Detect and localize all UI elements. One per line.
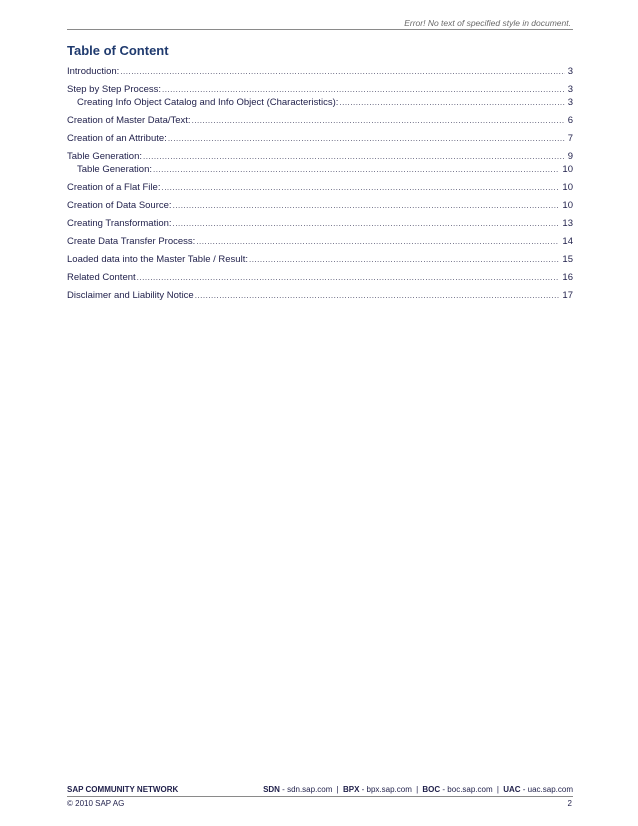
footer-links [263, 785, 573, 794]
footer-link[interactable] [503, 785, 573, 794]
toc-entry-leader [120, 66, 564, 78]
toc-entry-page: 3 [567, 66, 573, 77]
toc-entry-label: Loaded data into the Master Table / Result: [67, 254, 248, 265]
toc-entry[interactable] [67, 182, 573, 194]
footer-link-dash: - [520, 785, 528, 794]
toc-entry[interactable] [67, 115, 573, 127]
header-divider [67, 29, 573, 30]
toc-entry[interactable] [67, 151, 573, 163]
footer-link-separator: | [413, 785, 421, 794]
toc-entry-page: 17 [562, 290, 573, 301]
toc-entry-label: Introduction: [67, 66, 120, 77]
toc-entry[interactable] [67, 290, 573, 302]
toc-entry-page: 13 [562, 218, 573, 229]
toc-entry-label: Creating Info Object Catalog and Info Object (Characteristics): [77, 97, 339, 108]
toc-entry[interactable] [67, 236, 573, 248]
toc-entry-leader [173, 218, 560, 230]
toc-entry[interactable] [67, 164, 573, 176]
toc-entry-page: 6 [567, 115, 573, 126]
toc-entry-label: Disclaimer and Liability Notice [67, 290, 194, 301]
toc-entry-leader [249, 254, 559, 266]
toc-entry-label: Creation of an Attribute: [67, 133, 167, 144]
footer-link-key: SDN [263, 785, 280, 794]
toc-entry-label: Creation of Master Data/Text: [67, 115, 191, 126]
toc-entry-leader [153, 164, 559, 176]
toc-entry-leader [162, 84, 565, 96]
toc-entry-leader [161, 182, 559, 194]
toc-entry-leader [168, 133, 565, 145]
toc-entry-leader [173, 200, 560, 212]
toc-entry-label: Creation of a Flat File: [67, 182, 161, 193]
toc-entry[interactable] [67, 84, 573, 96]
toc-entry-page: 3 [567, 84, 573, 95]
footer-link-separator: | [334, 785, 341, 794]
toc-entry-page: 10 [562, 164, 573, 175]
toc-entry[interactable] [67, 66, 573, 78]
toc-list [67, 66, 573, 308]
toc-entry-page: 9 [567, 151, 573, 162]
toc-entry[interactable] [67, 97, 573, 109]
toc-entry-page: 14 [562, 236, 573, 247]
toc-entry[interactable] [67, 272, 573, 284]
toc-entry-label: Creation of Data Source: [67, 200, 172, 211]
footer-link-dash: - [440, 785, 448, 794]
toc-entry-label: Related Content [67, 272, 136, 283]
toc-entry-label: Table Generation: [77, 164, 152, 175]
toc-entry-page: 7 [567, 133, 573, 144]
footer-divider [67, 796, 573, 797]
toc-entry[interactable] [67, 200, 573, 212]
footer-link-url: sdn.sap.com [287, 785, 333, 794]
footer-link-separator: | [494, 785, 502, 794]
footer-link-dash: - [359, 785, 367, 794]
footer-page-number: 2 [567, 799, 572, 808]
toc-entry[interactable] [67, 218, 573, 230]
toc-entry-page: 10 [562, 182, 573, 193]
toc-entry-label: Table Generation: [67, 151, 142, 162]
toc-entry-label: Step by Step Process: [67, 84, 161, 95]
toc-entry-label: Create Data Transfer Process: [67, 236, 196, 247]
toc-entry-leader [137, 272, 560, 284]
footer-link-url: uac.sap.com [527, 785, 573, 794]
toc-entry-page: 16 [562, 272, 573, 283]
footer-network-label: SAP COMMUNITY NETWORK [67, 785, 179, 794]
toc-entry-page: 3 [567, 97, 573, 108]
toc-entry[interactable] [67, 254, 573, 266]
footer-link-key: BPX [342, 785, 360, 794]
toc-title: Table of Content [67, 43, 169, 58]
toc-entry-leader [339, 97, 564, 109]
footer-link[interactable] [263, 785, 332, 794]
toc-entry-page: 10 [562, 200, 573, 211]
footer-link-url: boc.sap.com [447, 785, 493, 794]
footer-link-dash: - [279, 785, 288, 794]
footer-link-key: BOC [422, 785, 441, 794]
toc-entry-leader [196, 236, 559, 248]
footer-link-url: bpx.sap.com [366, 785, 412, 794]
toc-entry-label: Creating Transformation: [67, 218, 172, 229]
toc-entry-leader [192, 115, 565, 127]
toc-entry[interactable] [67, 133, 573, 145]
header-error-text: Error! No text of specified style in document. [404, 18, 571, 28]
footer-link[interactable] [343, 785, 412, 794]
footer-copyright: © 2010 SAP AG [67, 799, 125, 808]
toc-entry-leader [143, 151, 565, 163]
toc-entry-leader [195, 290, 560, 302]
footer-link[interactable] [422, 785, 492, 794]
toc-entry-page: 15 [562, 254, 573, 265]
footer-link-key: UAC [503, 785, 521, 794]
